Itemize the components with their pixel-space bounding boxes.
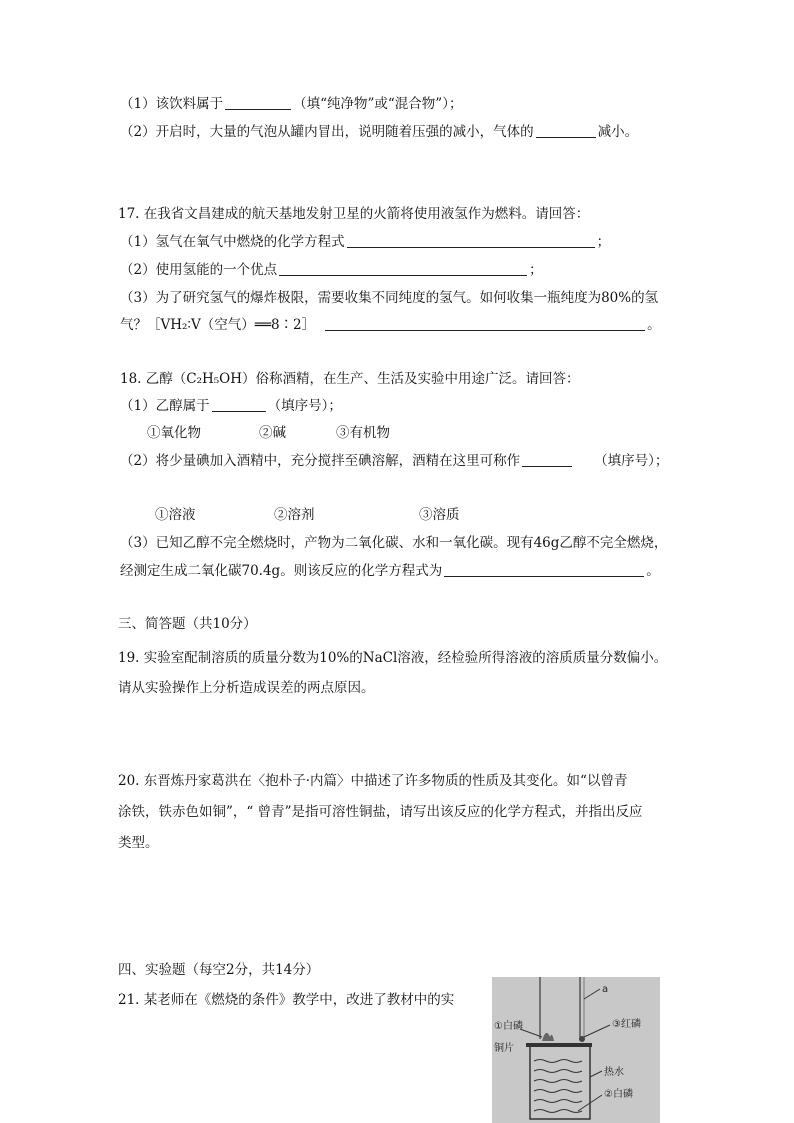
q18-sub1-option-1: ①氧化物 bbox=[147, 425, 201, 441]
q16-sub2-text: （2）开启时，大量的气泡从罐内冒出，说明随着压强的减小，气体的 bbox=[120, 124, 534, 140]
answer-blank bbox=[444, 561, 644, 577]
q18-sub2-option-2: ②溶剂 bbox=[274, 507, 315, 523]
q17-sub2 bbox=[120, 260, 543, 280]
section-3-title: 三、简答题（共10分） bbox=[118, 616, 257, 632]
q21-line1: 21. 某老师在《燃烧的条件》教学中，改进了教材中的实 bbox=[118, 992, 455, 1008]
q18-sub3-end: 。 bbox=[646, 563, 660, 579]
section-4-title: 四、实验题（每空2分，共14分） bbox=[118, 962, 320, 978]
q18-sub1-option-3: ③有机物 bbox=[336, 425, 390, 441]
q17-sub1-text: （1）氢气在氧气中燃烧的化学方程式 bbox=[120, 234, 345, 250]
q17-sub3-end: 。 bbox=[647, 317, 661, 333]
q20-line1: 20. 东晋炼丹家葛洪在〈抱朴子·内篇〉中描述了许多物质的性质及其变化。如“以曾青 bbox=[118, 773, 628, 789]
answer-blank bbox=[279, 260, 527, 276]
q19-line1: 19. 实验室配制溶质的质量分数为10%的NaCl溶液，经检验所得溶液的溶质质量分数偏小。 bbox=[118, 650, 668, 666]
q18-stem: 18. 乙醇（C₂H₅OH）俗称酒精，在生产、生活及实验中用途广泛。请回答： bbox=[120, 371, 580, 387]
q18-sub2 bbox=[120, 451, 668, 471]
q17-sub3-text: 气？［VH₂∶V（空气）══8∶2］ bbox=[120, 317, 316, 333]
answer-blank bbox=[536, 122, 596, 138]
q17-sub1 bbox=[120, 232, 610, 252]
q17-sub2-end: ； bbox=[529, 262, 543, 278]
q18-sub1-option-2: ②碱 bbox=[259, 425, 286, 441]
q17-sub3-line2 bbox=[120, 315, 661, 335]
q19-line2: 请从实验操作上分析造成误差的两点原因。 bbox=[118, 680, 375, 696]
q16-sub1-text: （1）该饮料属于 bbox=[120, 96, 224, 112]
q18-sub3-line1: （3）已知乙醇不完全燃烧时，产物为二氧化碳、水和一氧化碳。现有46g乙醇不完全燃烧， bbox=[120, 535, 668, 551]
q16-sub2 bbox=[120, 122, 638, 142]
label-white-phosphorus-1: ①白磷 bbox=[494, 1021, 523, 1032]
q18-sub3-text: 经测定生成二氧化碳70.4g。则该反应的化学方程式为 bbox=[120, 563, 443, 579]
answer-blank bbox=[212, 396, 266, 412]
answer-blank bbox=[347, 232, 595, 248]
q18-sub2-option-1: ①溶液 bbox=[155, 507, 196, 523]
answer-blank bbox=[325, 315, 645, 331]
answer-blank bbox=[225, 94, 291, 110]
answer-blank bbox=[522, 451, 572, 467]
q20-line2: 涂铁，铁赤色如铜”，“ 曾青”是指可溶性铜盐，请写出该反应的化学方程式，并指出反应 bbox=[118, 804, 643, 820]
q18-sub3-line2 bbox=[120, 561, 660, 581]
q17-sub3-line1: （3）为了研究氢气的爆炸极限，需要收集不同纯度的氢气。如何收集一瓶纯度为80%的氢 bbox=[120, 290, 659, 306]
label-red-phosphorus: ③红磷 bbox=[612, 1019, 641, 1030]
q17-sub1-end: ； bbox=[596, 234, 611, 250]
combustion-experiment-figure bbox=[492, 977, 660, 1123]
q18-sub1-hint: （填序号）； bbox=[267, 398, 342, 414]
q17-sub2-text: （2）使用氢能的一个优点 bbox=[120, 262, 278, 278]
q18-sub2-hint: （填序号）； bbox=[594, 453, 669, 469]
label-a: a bbox=[602, 984, 609, 995]
label-white-phosphorus-2: ②白磷 bbox=[604, 1089, 633, 1100]
q16-sub2-end: 减小。 bbox=[597, 124, 639, 140]
q20-line3: 类型。 bbox=[118, 835, 159, 851]
q17-stem: 17. 在我省文昌建成的航天基地发射卫星的火箭将使用液氢作为燃料。请回答： bbox=[118, 206, 590, 222]
q18-sub1 bbox=[120, 396, 342, 416]
experiment-diagram bbox=[492, 977, 660, 1123]
label-hot-water: 热水 bbox=[604, 1067, 624, 1078]
q16-sub1 bbox=[120, 94, 462, 114]
q18-sub2-text: （2）将少量碘加入酒精中，充分搅拌至碘溶解，酒精在这里可称作 bbox=[120, 453, 521, 469]
q18-sub2-option-3: ③溶质 bbox=[419, 507, 460, 523]
label-copper-sheet: 铜片 bbox=[494, 1043, 514, 1054]
q16-sub1-hint: （填“纯净物”或“混合物”）； bbox=[293, 96, 463, 112]
q18-sub1-text: （1）乙醇属于 bbox=[120, 398, 210, 414]
